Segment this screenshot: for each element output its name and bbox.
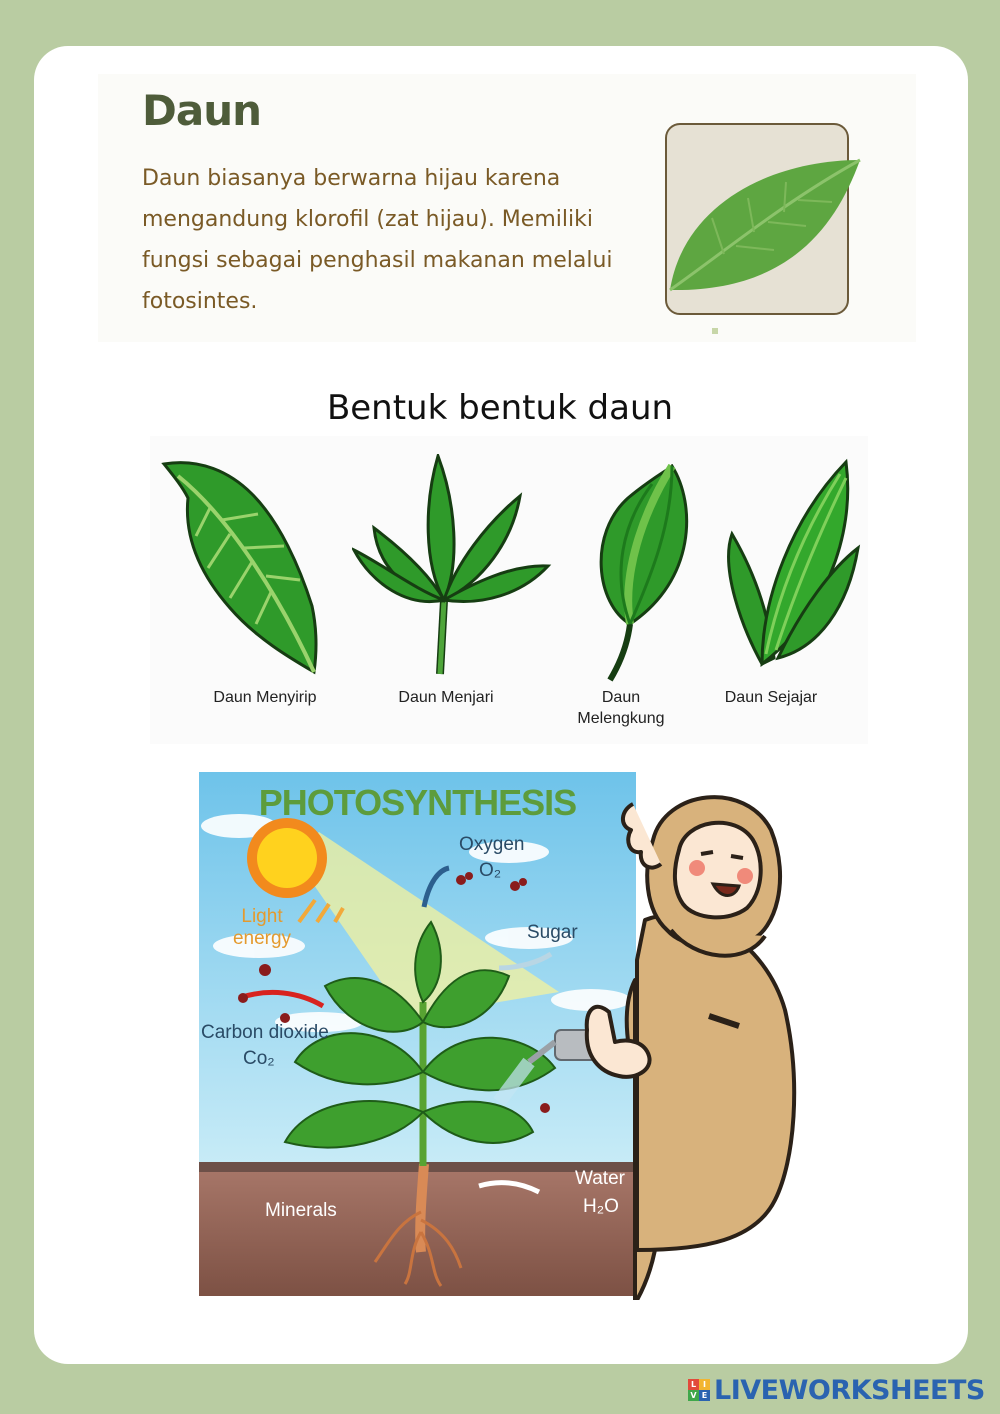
sun-icon [247,818,327,898]
label-water-formula: H₂O [583,1196,619,1217]
label-co2-formula: Co₂ [243,1048,275,1069]
label-oxygen-formula: O₂ [479,860,502,881]
pinnate-leaf-icon [160,458,320,678]
daun-title: Daun [142,86,262,135]
liveworksheets-brand[interactable] [688,1374,985,1406]
label-oxygen: Oxygen [459,834,525,855]
label-sugar: Sugar [527,922,578,943]
label-light-energy: Light energy [232,906,292,949]
label-water: Water [575,1168,625,1189]
leaf-icon [664,122,850,316]
shape-label-menyirip: Daun Menyirip [213,689,317,706]
palmate-leaf-icon [352,454,552,678]
label-minerals: Minerals [265,1200,337,1221]
curved-leaf-icon [592,464,702,684]
shape-label-melengkung: Daun Melengkung [577,689,665,727]
brand-name: LIVEWORKSHEETS [714,1374,985,1406]
decor-dot [712,328,718,334]
label-carbon-dioxide: Carbon dioxide [201,1022,329,1043]
daun-description: Daun biasanya berwarna hijau karena mengandung klorofil (zat hijau). Memiliki fungsi sebagai penghasil makanan melalui fotosintes. [142,166,613,314]
shape-label-menjari: Daun Menjari [398,689,494,706]
liveworksheets-logo-icon: L I V E [688,1379,710,1401]
teacher-illustration [575,780,815,1300]
photosynthesis-title: PHOTOSYNTHESIS [258,782,577,823]
parallel-leaf-icon [722,458,862,668]
photosynthesis-illustration [199,772,636,1296]
shape-label-sejajar: Daun Sejajar [724,689,818,706]
section-heading: Bentuk bentuk daun [326,388,674,428]
